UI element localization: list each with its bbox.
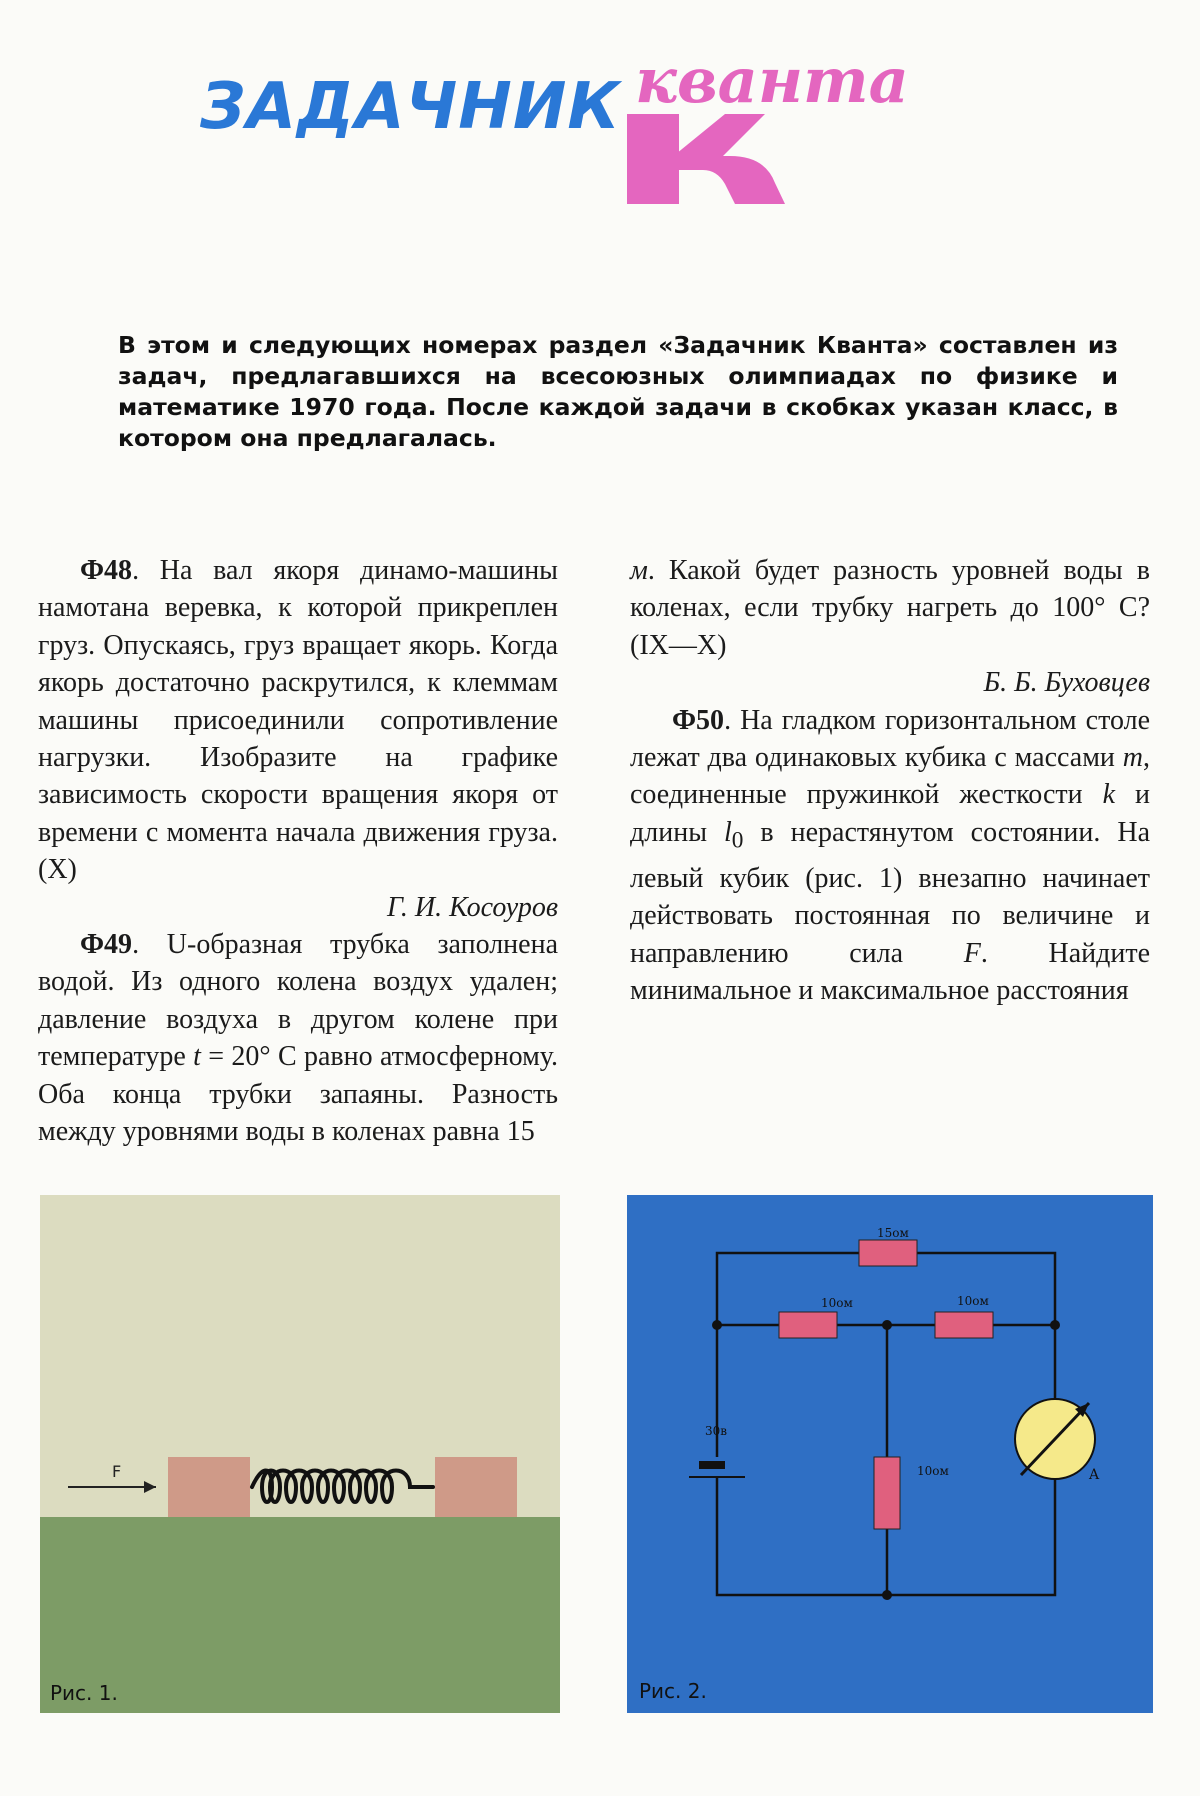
problem-f50	[630, 702, 1150, 1010]
label-r-middle: 10ом	[917, 1464, 949, 1478]
problem-text: , соединенные пружинкой жесткости	[630, 742, 1150, 811]
figure-1-caption: Рис. 1.	[50, 1681, 118, 1705]
label-r-left: 10ом	[821, 1296, 853, 1310]
var-l-subscript: 0	[731, 827, 744, 854]
resistor-left-10	[779, 1312, 837, 1338]
problem-author: Г. И. Косоуров	[387, 891, 558, 923]
label-ammeter: A	[1089, 1467, 1100, 1483]
problem-f49	[38, 926, 558, 1150]
problem-f48	[38, 552, 558, 889]
unit-m: м	[630, 555, 648, 586]
battery-short-plate	[699, 1461, 725, 1469]
var-f: F	[963, 937, 981, 969]
var-k: k	[1102, 779, 1116, 811]
resistor-15	[859, 1240, 917, 1266]
kvant-logo	[625, 58, 1010, 208]
problem-text: в нерастянутом состоянии. На левый кубик (рис. 1) внезапно начинает действовать постоянная по величине и направлению сила	[630, 816, 1151, 969]
problem-text: . U-образная трубка заполнена водой. Из одного колена воздух удален; давление воздуха в другом колене при температуре	[38, 929, 558, 1073]
problem-text: . На гладком горизонтальном столе лежат два одинаковых кубика с массами	[630, 704, 1150, 774]
problem-text: . Какой будет разность уровней воды в коленах, если трубку нагреть до 100° C? (IX—X)	[630, 555, 1150, 661]
problem-number: Ф48	[80, 555, 133, 586]
left-block	[168, 1457, 250, 1517]
label-r-right: 10ом	[957, 1294, 989, 1308]
figure-2	[627, 1195, 1153, 1713]
problem-number: Ф50	[672, 704, 725, 736]
junction-node	[882, 1320, 892, 1330]
resistor-middle-10	[874, 1457, 900, 1529]
header-title: ЗАДАЧНИК	[200, 70, 621, 144]
problem-text: = 20° C равно атмосферному. Оба конца трубки запаяны. Разность между уровнями воды в коленах равна 15	[38, 1041, 558, 1148]
intro-paragraph: В этом и следующих номерах раздел «Задачник Кванта» составлен из задач, предлагавшихся на всесоюзных олимпиадах по физике и математике 1970 года. После каждой задачи в скобках указан класс, в котором она предлагалась.	[118, 331, 1118, 452]
var-l: l	[723, 816, 732, 848]
junction-node	[1050, 1320, 1060, 1330]
right-block	[435, 1457, 517, 1517]
figure-1	[40, 1195, 560, 1713]
problem-text: . На вал якоря динамо-машины намотана веревка, к которой прикреплен груз. Опускаясь, груз вращает якорь. Когда якорь достаточно раскрутился, к клеммам машины присоединили сопротивление нагрузки. Изобразите на графике зависимость скорости вращения якоря от времени с момента начала движения груза. (X)	[38, 555, 558, 886]
figure-2-caption: Рис. 2.	[639, 1679, 707, 1703]
label-battery: 30в	[705, 1424, 728, 1438]
var-m: m	[1122, 742, 1143, 774]
column-left	[38, 552, 558, 1151]
column-right	[630, 552, 1150, 1009]
problem-author: Б. Б. Буховцев	[983, 667, 1150, 699]
label-r-top: 15ом	[877, 1226, 909, 1240]
force-label: F	[112, 1462, 122, 1481]
junction-node	[712, 1320, 722, 1330]
logo-text: кванта	[635, 58, 909, 117]
var-t: t	[193, 1041, 201, 1073]
problem-text: . Найдите минимальное и максимальное расстояния	[630, 937, 1151, 1007]
junction-node	[882, 1590, 892, 1600]
problem-text: и длины	[630, 779, 1150, 848]
fig1-table	[40, 1517, 560, 1713]
problem-number: Ф49	[80, 929, 133, 961]
problem-f49-continued	[630, 552, 1150, 664]
resistor-right-10	[935, 1312, 993, 1338]
